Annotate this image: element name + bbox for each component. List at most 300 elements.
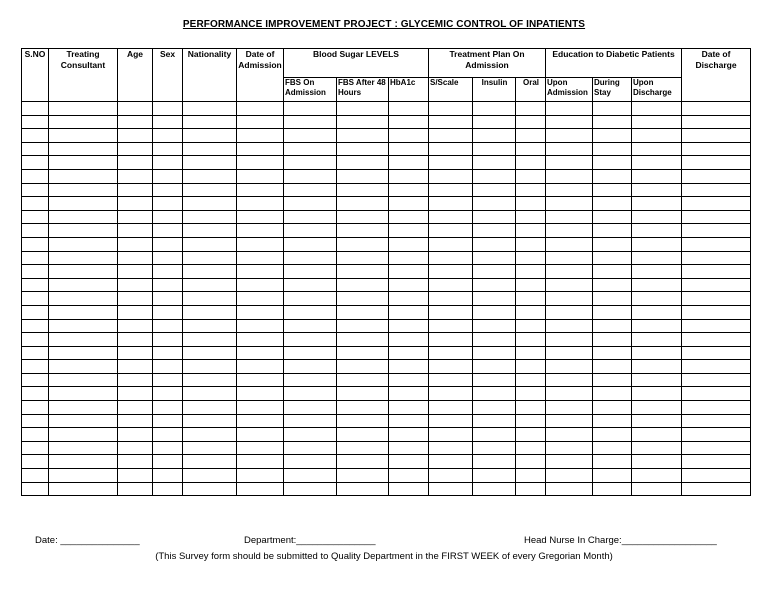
table-cell [183,224,237,238]
table-cell [153,414,183,428]
table-cell [337,346,389,360]
table-cell [284,169,337,183]
table-cell [183,129,237,143]
table-cell [153,251,183,265]
table-cell [22,455,49,469]
table-cell [284,115,337,129]
table-cell [183,469,237,483]
table-cell [284,224,337,238]
table-cell [546,441,593,455]
subheader-insulin: Insulin [473,78,516,102]
table-cell [516,169,546,183]
table-cell [632,360,682,374]
table-cell [49,441,118,455]
table-cell [516,305,546,319]
table-cell [632,102,682,116]
table-cell [516,278,546,292]
table-cell [49,278,118,292]
table-cell [153,333,183,347]
table-row [22,251,751,265]
table-cell [516,224,546,238]
table-cell [429,102,473,116]
table-cell [22,387,49,401]
subheader-during-stay: During Stay [593,78,632,102]
table-cell [153,305,183,319]
table-cell [473,169,516,183]
table-cell [337,129,389,143]
table-cell [237,428,284,442]
table-cell [516,346,546,360]
header-consultant: Treating Consultant [49,49,118,102]
table-cell [516,482,546,496]
table-cell [183,102,237,116]
page-title: PERFORMANCE IMPROVEMENT PROJECT : GLYCEMIC CONTROL OF INPATIENTS [182,19,586,30]
table-cell [284,142,337,156]
table-cell [153,387,183,401]
table-cell [429,210,473,224]
table-cell [429,469,473,483]
table-cell [516,428,546,442]
table-cell [337,197,389,211]
table-cell [546,428,593,442]
table-cell [682,102,751,116]
table-cell [593,224,632,238]
table-cell [473,278,516,292]
table-cell [429,169,473,183]
table-cell [473,401,516,415]
table-cell [49,401,118,415]
table-cell [118,387,153,401]
table-cell [337,278,389,292]
table-cell [337,292,389,306]
table-cell [284,156,337,170]
table-cell [516,156,546,170]
table-row [22,183,751,197]
table-cell [22,237,49,251]
table-cell [22,224,49,238]
table-cell [516,441,546,455]
table-cell [284,292,337,306]
table-row [22,346,751,360]
table-cell [546,292,593,306]
table-cell [516,197,546,211]
table-cell [389,142,429,156]
table-cell [118,129,153,143]
table-cell [183,292,237,306]
table-cell [389,129,429,143]
table-cell [49,387,118,401]
table-cell [429,428,473,442]
table-cell [153,441,183,455]
table-row [22,142,751,156]
table-cell [429,455,473,469]
table-cell [22,469,49,483]
header-treatment-plan: Treatment Plan On Admission [429,49,546,78]
table-cell [183,156,237,170]
table-cell [682,469,751,483]
table-cell [632,115,682,129]
table-cell [237,401,284,415]
table-cell [22,441,49,455]
head-nurse-field: Head Nurse In Charge:__________________ [524,535,717,546]
table-cell [546,305,593,319]
table-cell [49,197,118,211]
table-cell [516,183,546,197]
header-blood-sugar: Blood Sugar LEVELS [284,49,429,78]
table-cell [682,455,751,469]
table-cell [546,265,593,279]
table-cell [632,333,682,347]
table-cell [632,224,682,238]
table-cell [682,156,751,170]
table-cell [516,333,546,347]
table-cell [22,292,49,306]
table-cell [429,237,473,251]
table-cell [49,469,118,483]
table-cell [682,210,751,224]
table-cell [546,455,593,469]
header-sex: Sex [153,49,183,102]
table-cell [153,197,183,211]
table-cell [49,292,118,306]
table-cell [593,102,632,116]
table-cell [183,455,237,469]
table-cell [429,224,473,238]
table-cell [337,455,389,469]
table-cell [516,360,546,374]
table-cell [682,373,751,387]
table-cell [429,319,473,333]
table-cell [546,237,593,251]
table-cell [118,142,153,156]
table-cell [183,319,237,333]
table-cell [337,251,389,265]
table-row [22,414,751,428]
table-cell [22,251,49,265]
table-cell [237,142,284,156]
table-cell [337,156,389,170]
table-cell [183,251,237,265]
table-cell [237,237,284,251]
table-cell [237,197,284,211]
table-cell [183,373,237,387]
table-row [22,210,751,224]
table-cell [682,441,751,455]
table-cell [237,387,284,401]
table-cell [337,265,389,279]
table-cell [49,482,118,496]
table-cell [429,482,473,496]
table-cell [682,142,751,156]
table-cell [389,251,429,265]
table-row [22,156,751,170]
table-cell [593,292,632,306]
table-cell [682,387,751,401]
table-cell [153,469,183,483]
table-cell [337,360,389,374]
table-row [22,115,751,129]
table-cell [389,333,429,347]
table-cell [632,142,682,156]
table-cell [682,115,751,129]
table-cell [49,265,118,279]
table-cell [473,251,516,265]
table-cell [516,455,546,469]
table-cell [22,129,49,143]
table-row [22,237,751,251]
table-cell [183,183,237,197]
table-cell [389,387,429,401]
table-cell [153,142,183,156]
table-cell [22,305,49,319]
table-row [22,401,751,415]
table-cell [22,346,49,360]
table-cell [593,482,632,496]
table-cell [183,210,237,224]
table-cell [389,197,429,211]
header-admission-date: Date of Admission [237,49,284,102]
table-cell [632,414,682,428]
table-cell [118,278,153,292]
table-cell [337,183,389,197]
table-cell [237,102,284,116]
table-cell [473,210,516,224]
table-cell [118,346,153,360]
table-cell [22,333,49,347]
subheader-fbs-on-admission: FBS On Admission [284,78,337,102]
table-cell [22,210,49,224]
table-cell [153,156,183,170]
table-cell [284,197,337,211]
table-cell [153,428,183,442]
table-cell [153,265,183,279]
table-cell [473,237,516,251]
table-cell [593,360,632,374]
table-cell [337,333,389,347]
table-cell [337,102,389,116]
table-cell [429,401,473,415]
header-education: Education to Diabetic Patients [546,49,682,78]
table-cell [473,102,516,116]
table-cell [118,115,153,129]
table-cell [632,197,682,211]
table-row [22,333,751,347]
table-cell [632,265,682,279]
table-cell [237,210,284,224]
table-cell [183,401,237,415]
table-cell [632,305,682,319]
table-cell [546,319,593,333]
table-cell [682,333,751,347]
table-cell [593,373,632,387]
table-cell [49,414,118,428]
table-cell [632,455,682,469]
table-cell [389,115,429,129]
table-cell [153,482,183,496]
table-cell [22,102,49,116]
table-cell [389,346,429,360]
table-cell [118,251,153,265]
table-cell [632,129,682,143]
table-cell [237,441,284,455]
table-cell [153,102,183,116]
table-cell [473,387,516,401]
table-cell [183,305,237,319]
table-cell [593,142,632,156]
table-cell [337,428,389,442]
table-cell [118,224,153,238]
table-cell [389,455,429,469]
table-cell [473,197,516,211]
table-cell [337,305,389,319]
table-cell [516,387,546,401]
table-cell [546,102,593,116]
table-cell [389,414,429,428]
table-row [22,224,751,238]
table-cell [237,292,284,306]
table-cell [682,305,751,319]
table-cell [49,224,118,238]
table-cell [237,455,284,469]
table-cell [682,278,751,292]
table-cell [546,360,593,374]
table-cell [237,265,284,279]
table-cell [632,169,682,183]
table-cell [183,441,237,455]
table-cell [237,482,284,496]
table-cell [153,319,183,333]
subheader-sscale: S/Scale [429,78,473,102]
table-cell [389,183,429,197]
table-cell [473,360,516,374]
table-cell [632,319,682,333]
table-cell [389,401,429,415]
table-cell [337,169,389,183]
table-cell [183,265,237,279]
table-cell [284,210,337,224]
table-cell [284,319,337,333]
table-cell [593,183,632,197]
table-cell [593,237,632,251]
table-cell [473,414,516,428]
table-cell [516,414,546,428]
table-cell [337,482,389,496]
table-cell [22,169,49,183]
table-cell [429,183,473,197]
table-row [22,469,751,483]
table-cell [546,373,593,387]
table-cell [118,455,153,469]
table-cell [183,346,237,360]
table-cell [284,428,337,442]
table-cell [632,469,682,483]
table-cell [22,401,49,415]
table-cell [118,373,153,387]
table-cell [516,115,546,129]
table-cell [237,156,284,170]
table-cell [682,360,751,374]
table-cell [237,333,284,347]
table-row [22,305,751,319]
table-cell [22,373,49,387]
table-cell [516,237,546,251]
table-cell [337,469,389,483]
table-cell [682,482,751,496]
table-cell [682,414,751,428]
table-row [22,129,751,143]
table-cell [546,278,593,292]
table-cell [682,169,751,183]
table-cell [284,455,337,469]
table-cell [682,265,751,279]
table-cell [118,428,153,442]
table-cell [632,251,682,265]
table-row [22,360,751,374]
table-cell [473,346,516,360]
table-cell [284,333,337,347]
table-cell [284,387,337,401]
table-cell [473,469,516,483]
table-cell [183,414,237,428]
table-cell [593,387,632,401]
table-cell [22,482,49,496]
table-cell [337,373,389,387]
table-cell [429,129,473,143]
table-cell [593,333,632,347]
table-cell [183,142,237,156]
table-cell [284,265,337,279]
table-cell [546,251,593,265]
table-cell [183,278,237,292]
table-cell [593,210,632,224]
table-cell [49,305,118,319]
table-cell [337,401,389,415]
subheader-upon-discharge: Upon Discharge [632,78,682,102]
table-cell [118,333,153,347]
table-cell [682,224,751,238]
table-cell [22,197,49,211]
table-cell [546,401,593,415]
table-cell [473,265,516,279]
table-cell [237,169,284,183]
table-cell [49,360,118,374]
table-cell [118,360,153,374]
table-cell [473,319,516,333]
table-cell [389,482,429,496]
table-cell [118,469,153,483]
table-cell [546,482,593,496]
table-cell [682,197,751,211]
table-cell [546,387,593,401]
table-cell [516,265,546,279]
table-cell [389,305,429,319]
table-row [22,428,751,442]
table-cell [632,373,682,387]
table-cell [546,224,593,238]
table-cell [118,183,153,197]
table-cell [153,210,183,224]
table-cell [183,482,237,496]
table-cell [429,387,473,401]
table-cell [284,441,337,455]
table-cell [337,414,389,428]
table-row [22,441,751,455]
table-cell [118,265,153,279]
table-cell [593,441,632,455]
table-cell [429,414,473,428]
table-cell [118,305,153,319]
table-cell [429,156,473,170]
